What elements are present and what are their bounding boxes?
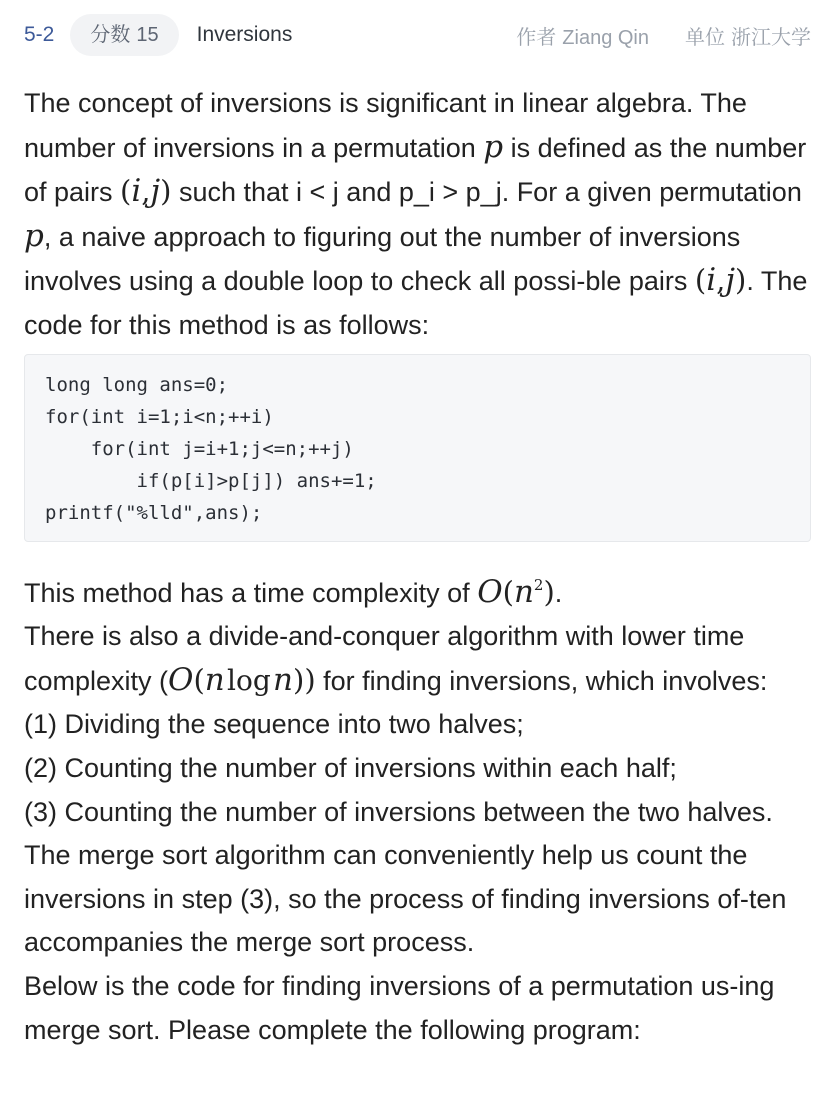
complexity-paragraph: [24, 566, 811, 616]
divide-conquer-paragraph: [24, 615, 811, 703]
math-comma-2: ,: [716, 263, 726, 298]
math-var-p-2: p: [24, 217, 44, 254]
math-big-o: O: [168, 661, 194, 698]
author-label: 作者: [516, 26, 557, 49]
intro-paragraph: [24, 82, 811, 348]
author-info: [516, 21, 649, 50]
instruction-paragraph: Below is the code for finding inversions of a permutation us-ing merge sort. Please complete the following program:: [24, 970, 775, 1045]
math-var-n: n: [513, 573, 534, 610]
problem-meta: [480, 21, 811, 50]
math-paren-open: (: [193, 662, 205, 697]
score-value: 15: [136, 24, 159, 46]
math-paren-close: ): [160, 174, 172, 209]
math-var-n: n: [204, 661, 225, 698]
math-var-j-2: j: [725, 262, 735, 299]
step-item: (3) Counting the number of inversions between the two halves.: [24, 796, 773, 827]
dc-text-1: There is also a divide-and-conquer algorithm with lower time complexity (: [24, 621, 745, 696]
unit-info: [685, 21, 811, 50]
intro-text-4: , a naive approach to figuring out the number of inversions involves using a double loop to check all possi-ble pairs: [24, 221, 741, 297]
math-paren-close-2: ): [734, 263, 747, 298]
dc-text-2: for finding inversions, which involves:: [315, 665, 768, 696]
math-log: log: [227, 663, 271, 697]
question-number[interactable]: 5-2: [24, 23, 55, 46]
intro-text-3: such that i < j and p_i > p_j. For a given permutation: [171, 177, 802, 208]
math-var-n-2: n: [273, 661, 293, 698]
math-paren-close: ): [543, 574, 555, 609]
math-var-j: j: [150, 173, 161, 210]
intro-text-2: is defined as the number of pairs: [24, 132, 807, 208]
step-item: (2) Counting the number of inversions within each half;: [24, 752, 677, 783]
score-label: 分数: [90, 24, 131, 46]
complexity-period: .: [554, 577, 563, 608]
step-item: (1) Dividing the sequence into two halves;: [24, 709, 524, 740]
math-var-i: i: [131, 173, 142, 210]
naive-code-block[interactable]: [24, 354, 811, 542]
math-var-p: p: [483, 128, 504, 165]
math-paren-open-2: (: [694, 263, 707, 298]
score-badge: [70, 14, 178, 56]
problem-description: [24, 82, 811, 1052]
math-paren-close: )): [293, 662, 316, 697]
math-exponent: 2: [533, 575, 544, 594]
math-big-o: O: [477, 573, 503, 610]
complexity-text: This method has a time complexity of: [24, 577, 478, 608]
math-paren-open: (: [502, 574, 514, 609]
code-line: printf("%lld",ans);: [45, 501, 263, 524]
code-line: long long ans=0;: [45, 373, 229, 396]
intro-text-1: The concept of inversions is significant in linear algebra. The number of inversions in a permutation: [24, 88, 747, 163]
code-line: for(int i=1;i<n;++i): [45, 405, 274, 428]
math-comma: ,: [141, 174, 151, 209]
problem-title: Inversions: [196, 23, 293, 46]
math-paren-open: (: [120, 174, 132, 209]
unit-name: 浙江大学: [731, 26, 811, 49]
code-line: for(int j=i+1;j<=n;++j): [45, 437, 354, 460]
problem-header: [0, 0, 835, 70]
unit-label: 单位: [685, 26, 725, 49]
code-line: if(p[i]>p[j]) ans+=1;: [45, 469, 377, 492]
author-name: Ziang Qin: [562, 26, 649, 49]
intro-text-5: . The code for this method is as follows:: [24, 266, 808, 340]
math-var-i-2: i: [706, 262, 717, 299]
merge-sort-paragraph: The merge sort algorithm can conveniently help us count the inversions in step (3), so the process of finding inversions of-ten accompanies the merge sort process.: [24, 840, 787, 958]
